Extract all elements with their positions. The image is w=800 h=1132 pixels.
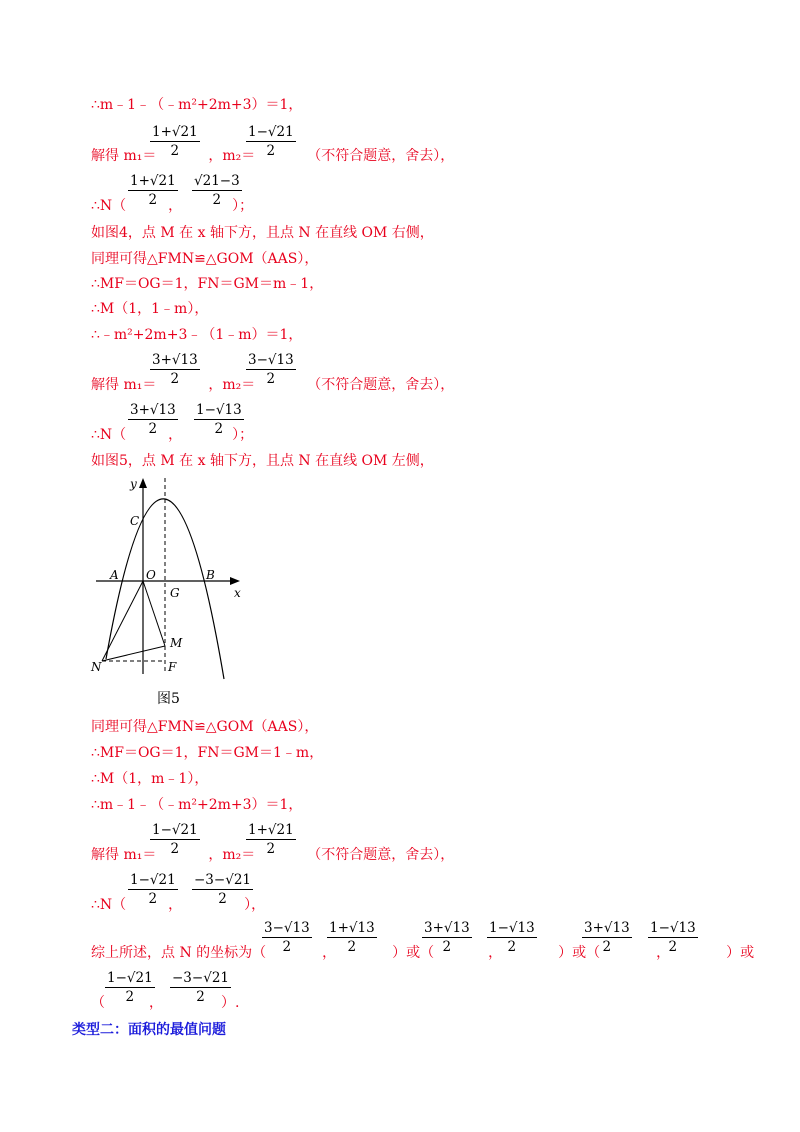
lengths-line-1: ∴MF＝OG＝1，FN＝GM＝m﹣1， [91, 276, 324, 292]
label-o: O [146, 568, 156, 582]
label-f: F [168, 660, 177, 674]
summary-frac-3: $\frac{3+√13}{2}$ [424, 920, 470, 955]
fraction-m1-c: $\frac{1-√21}{2}$ [152, 822, 198, 857]
figure5-intro: 如图5，点 M 在 x 轴下方，且点 N 在直线 OM 左侧， [91, 453, 434, 469]
label-n: N [91, 660, 102, 674]
point-m-line-1: ∴M（1，1﹣m）， [91, 301, 209, 317]
solution-line-2: 解得 m₁＝ ，m₂＝ （不符合题意，舍去）， [91, 377, 455, 393]
summary-frac-7: $\frac{1-√21}{2}$ [107, 970, 153, 1005]
figure-5-diagram [88, 474, 258, 684]
equation-line-2: ∴﹣m²+2m+3﹣（1﹣m）＝1， [91, 327, 303, 343]
fraction-m2-b: $\frac{3-√13}{2}$ [248, 352, 294, 387]
label-x: x [234, 586, 241, 600]
label-g: G [170, 586, 180, 600]
label-y: y [130, 477, 137, 491]
label-a: A [110, 568, 119, 582]
summary-frac-5: $\frac{3+√13}{2}$ [584, 920, 630, 955]
equation-line-1: ∴m﹣1﹣（﹣m²+2m+3）＝1， [91, 97, 303, 113]
fraction-ny-c: $\frac{-3-√21}{2}$ [194, 872, 251, 907]
point-n-line-2: ∴N（ ， ）； [91, 427, 254, 443]
summary-frac-2: $\frac{1+√13}{2}$ [329, 920, 375, 955]
fraction-m1-b: $\frac{3+√13}{2}$ [152, 352, 198, 387]
fraction-m2: $\frac{1-√21}{2}$ [248, 124, 294, 159]
x-axis-arrow [230, 577, 240, 585]
label-m: M [170, 636, 183, 650]
congruence-line-2: 同理可得△FMN≌△GOM（AAS）， [91, 719, 319, 735]
y-axis-arrow [139, 478, 147, 488]
fraction-ny: $\frac{√21-3}{2}$ [194, 173, 240, 208]
segment-om [143, 581, 165, 646]
summary-line-2: （ ， ）. [91, 995, 240, 1011]
summary-line: 综上所述，点 N 的坐标为（ ， ）或（ ， ）或（ ， ）或 [91, 945, 755, 961]
figure4-intro: 如图4，点 M 在 x 轴下方，且点 N 在直线 OM 右侧， [91, 225, 434, 241]
label-b: B [206, 568, 215, 582]
lengths-line-2: ∴MF＝OG＝1，FN＝GM＝1﹣m， [91, 745, 324, 761]
summary-frac-1: $\frac{3-√13}{2}$ [264, 920, 310, 955]
segment-on [102, 581, 143, 661]
fraction-ny-b: $\frac{1-√13}{2}$ [196, 402, 242, 437]
label-c: C [130, 514, 140, 528]
solution-line-1: 解得 m₁＝ ，m₂＝ （不符合题意，舍去）， [91, 148, 455, 164]
fraction-m1: $\frac{1+√21}{2}$ [152, 124, 198, 159]
fraction-nx: $\frac{1+√21}{2}$ [130, 173, 176, 208]
summary-frac-4: $\frac{1-√13}{2}$ [489, 920, 535, 955]
segment-nm [102, 646, 165, 661]
fraction-m2-c: $\frac{1+√21}{2}$ [248, 822, 294, 857]
point-n-line-3: ∴N（ ， ）， [91, 897, 266, 913]
fraction-nx-b: $\frac{3+√13}{2}$ [130, 402, 176, 437]
equation-line-3: ∴m﹣1﹣（﹣m²+2m+3）＝1， [91, 797, 303, 813]
fraction-nx-c: $\frac{1-√21}{2}$ [130, 872, 176, 907]
point-n-line-1: ∴N（ ， ）； [91, 198, 254, 214]
figure-caption: 图5 [157, 691, 180, 707]
summary-frac-6: $\frac{1-√13}{2}$ [650, 920, 696, 955]
section-heading: 类型二：面积的最值问题 [72, 1022, 226, 1038]
parabola-curve [106, 499, 224, 679]
point-m-line-2: ∴M（1，m﹣1）， [91, 771, 209, 787]
congruence-line-1: 同理可得△FMN≌△GOM（AAS）， [91, 251, 319, 267]
summary-frac-8: $\frac{-3-√21}{2}$ [172, 970, 229, 1005]
solution-line-3: 解得 m₁＝ ，m₂＝ （不符合题意，舍去）， [91, 847, 455, 863]
